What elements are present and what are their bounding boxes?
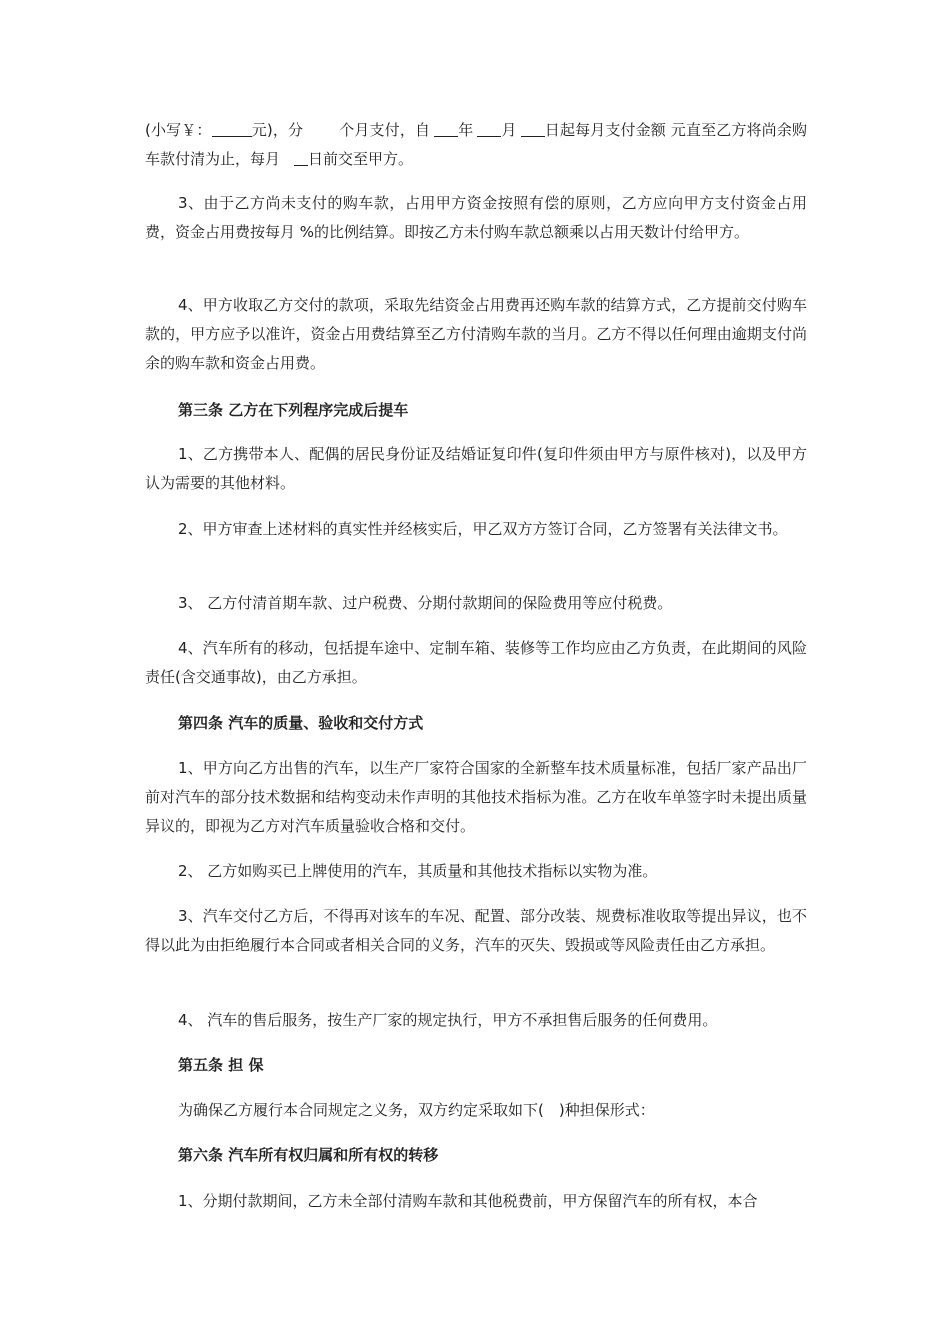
paragraph-ownership: 1、分期付款期间，乙方未全部付清购车款和其他税费前，甲方保留汽车的所有权，本合	[178, 1192, 758, 1210]
text-segment: 年	[458, 121, 474, 139]
paragraph-after-sales: 4、 汽车的售后服务，按生产厂家的规定执行，甲方不承担售后服务的任何费用。	[178, 1011, 718, 1029]
paragraph-guarantee: 为确保乙方履行本合同规定之义务，双方约定采取如下( )种担保形式：	[178, 1101, 655, 1119]
text-segment: 日前交至甲方。	[308, 150, 414, 168]
paragraph-vehicle-movement: 4、汽车所有的移动，包括提车途中、定制车箱、装修等工作均应由乙方负责，在此期间的风险责任(含交通事故)，由乙方承担。	[145, 639, 807, 686]
heading-article-4: 第四条 汽车的质量、验收和交付方式	[178, 714, 424, 732]
paragraph-capital-fee: 3、由于乙方尚未支付的购车款，占用甲方资金按照有偿的原则，乙方应向甲方支付资金占用费，资金占用费按每月 %的比例结算。即按乙方未付购车款总额乘以占用天数计付给甲方。	[145, 194, 807, 241]
paragraph-quality-standard: 1、甲方向乙方出售的汽车，以生产厂家符合国家的全新整车技术质量标准，包括厂家产品出厂前对汽车的部分技术数据和结构变动未作声明的其他技术指标为准。乙方在收车单签字时未提出质量异议的，即视为乙方对汽车质量验收合格和交付。	[145, 759, 807, 835]
text-segment: 个月支付，自	[339, 121, 431, 139]
paragraph-payment-taxes: 3、 乙方付清首期车款、过户税费、分期付款期间的保险费用等应付税费。	[178, 594, 673, 612]
year-blank	[434, 118, 458, 137]
text-segment: 月	[501, 121, 517, 139]
monthly-day-blank	[294, 147, 308, 166]
paragraph-documents: 1、乙方携带本人、配偶的居民身份证及结婚证复印件(复印件须由甲方与原件核对)，以及甲方认为需要的其他材料。	[145, 445, 807, 492]
text-segment: (小写￥：	[145, 121, 212, 139]
paragraph-delivery-risk: 3、汽车交付乙方后，不得再对该车的车况、配置、部分改装、规费标准收取等提出异议，也不得以此为由拒绝履行本合同或者相关合同的义务，汽车的灭失、毁损或等风险责任由乙方承担。	[145, 907, 807, 954]
paragraph-used-vehicle: 2、 乙方如购买已上牌使用的汽车，其质量和其他技术指标以实物为准。	[178, 862, 658, 880]
text-segment: 元)，分	[251, 121, 304, 139]
paragraph-settlement-method: 4、甲方收取乙方交付的款项，采取先结资金占用费再还购车款的结算方式，乙方提前交付购车款的，甲方应予以准许，资金占用费结算至乙方付清购车款的当月。乙方不得以任何理由逾期支付尚余的购车款和资金占用费。	[145, 296, 807, 372]
heading-article-3: 第三条 乙方在下列程序完成后提车	[178, 401, 409, 419]
text-segment: 日起每月支付金额 元直至乙方将尚余购车款付清为止，每月	[145, 121, 807, 168]
heading-article-5: 第五条 担 保	[178, 1056, 264, 1074]
month-blank	[477, 118, 501, 137]
day-blank	[521, 118, 545, 137]
paragraph-installment-terms	[145, 116, 807, 174]
paragraph-verification: 2、甲方审查上述材料的真实性并经核实后，甲乙双方方签订合同，乙方签署有关法律文书。	[178, 520, 788, 538]
heading-article-6: 第六条 汽车所有权归属和所有权的转移	[178, 1146, 439, 1164]
amount-blank	[212, 118, 252, 137]
